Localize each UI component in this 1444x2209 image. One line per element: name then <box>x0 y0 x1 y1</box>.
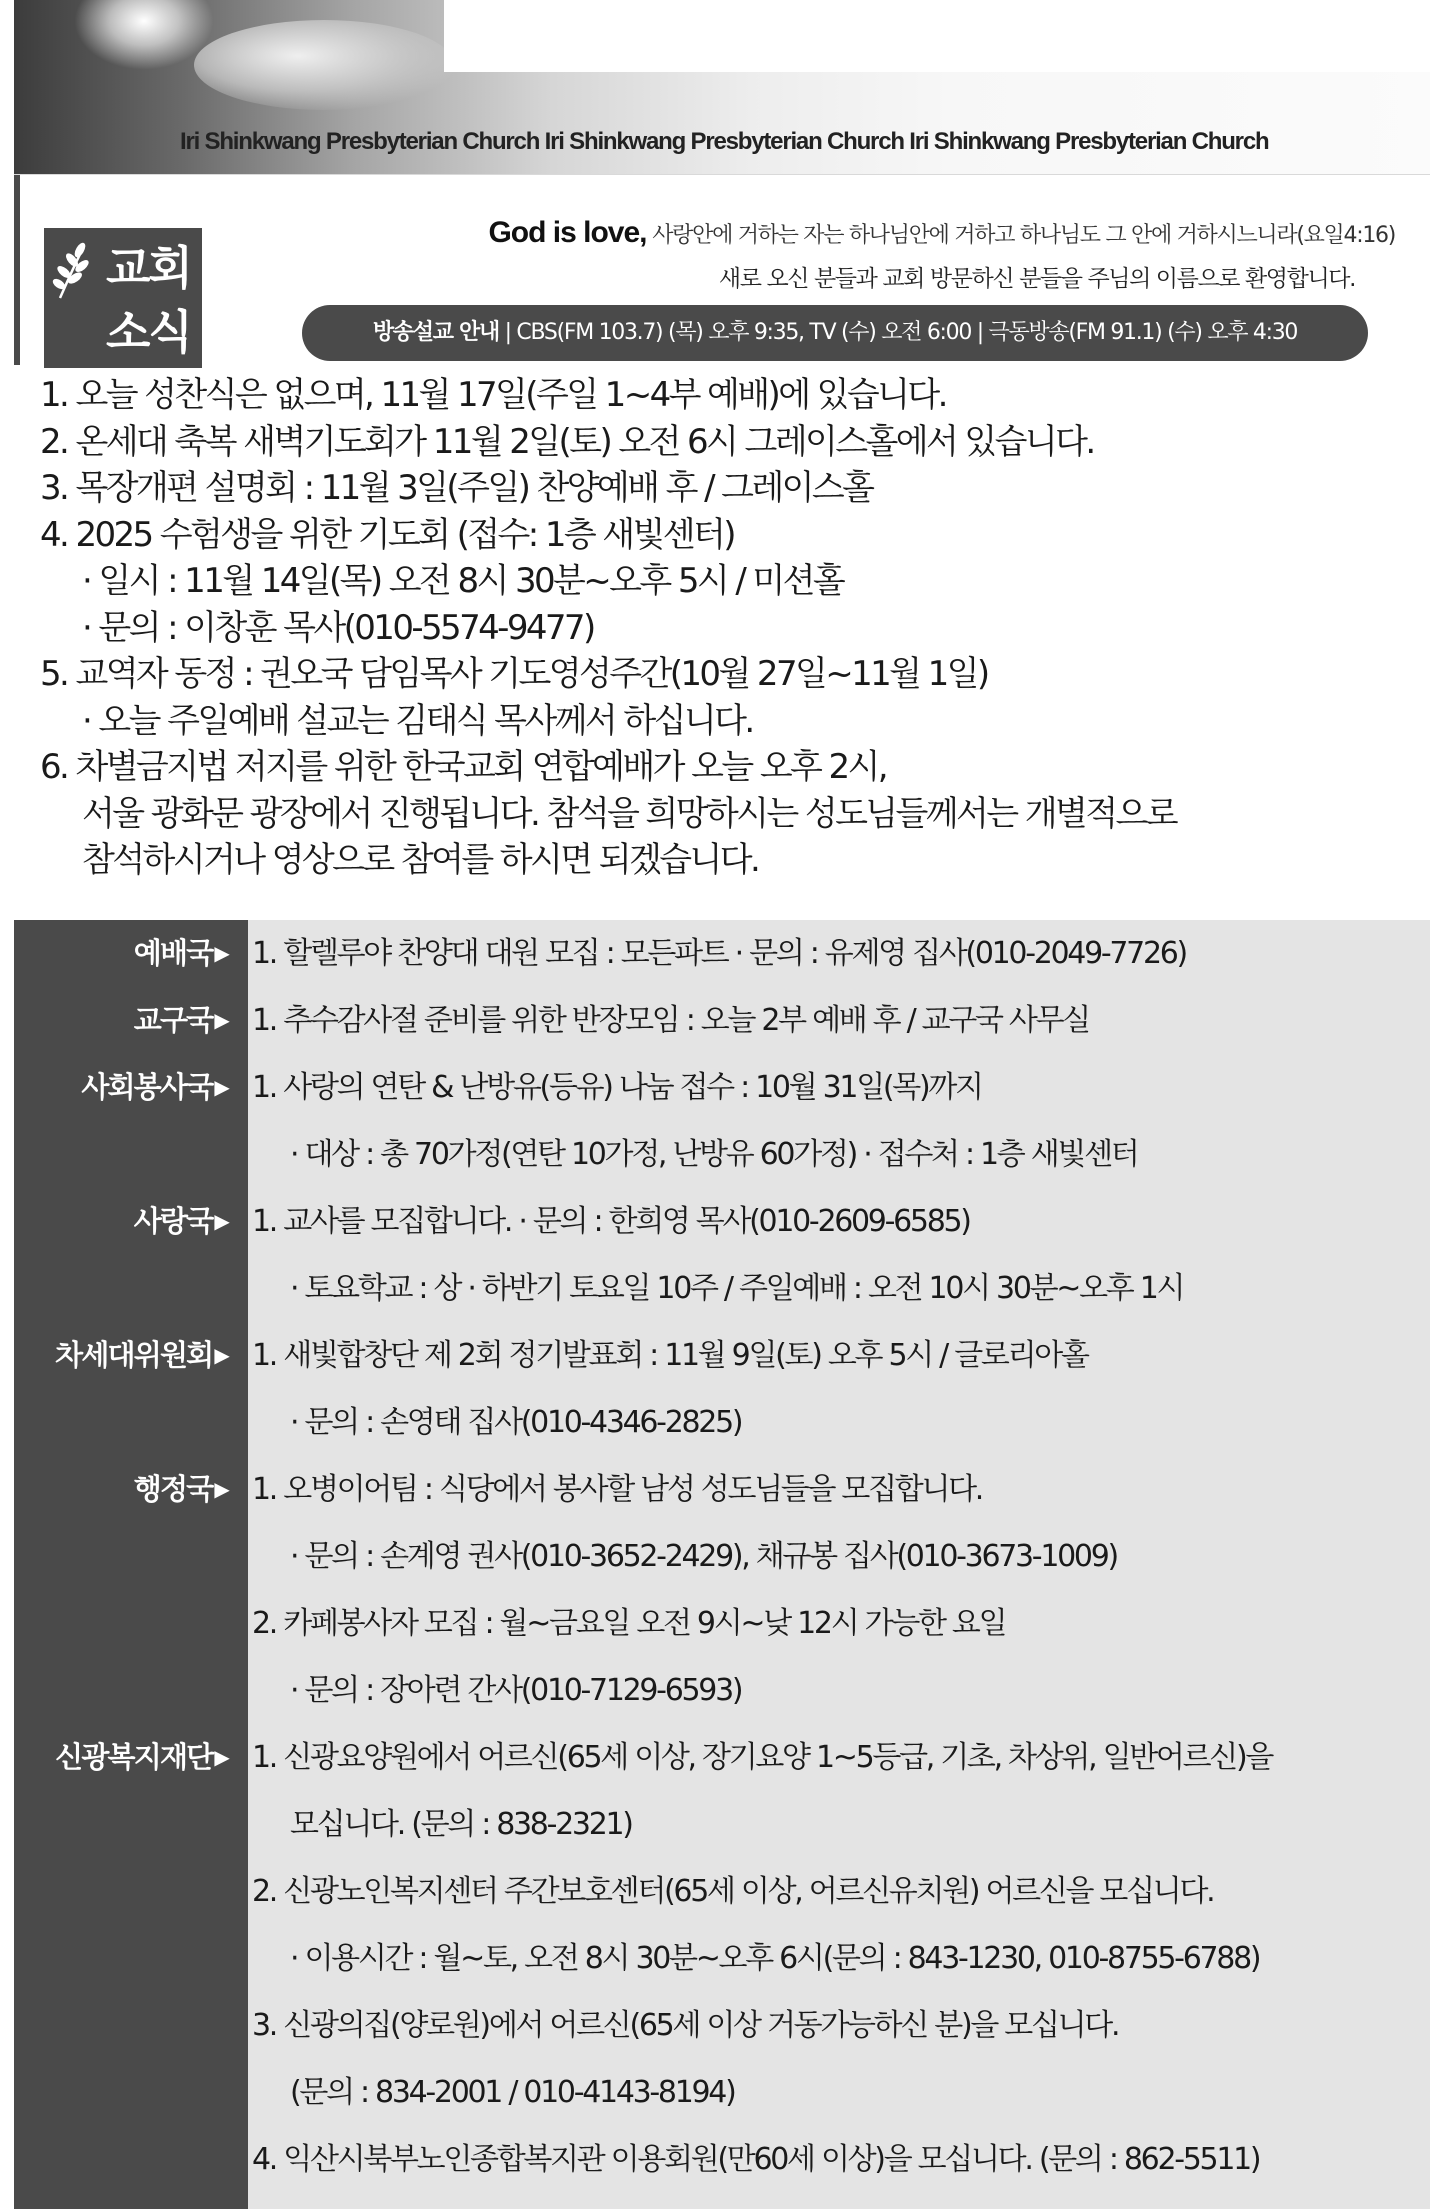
broadcast-label: 방송설교 안내 <box>372 320 499 345</box>
church-tagline: Iri Shinkwang Presbyterian Church Iri Shinkwang Presbyterian Church Iri Shinkwang Presbyterian Church <box>180 128 1269 155</box>
dept-welfare-row-4 <box>0 1925 1444 1992</box>
notice-subitem: · 문의 : 이창훈 목사(010-5574-9477) <box>82 607 594 648</box>
notice-item: 4. 2025 수험생을 위한 기도회 (접수: 1층 새빛센터) <box>40 514 734 555</box>
arrow-right-icon: ▶ <box>214 1477 228 1501</box>
dept-welfare-row-6 <box>0 2059 1444 2126</box>
dept-social-row <box>0 1054 1444 1121</box>
candle-glow <box>74 0 214 70</box>
dept-subline: · 대상 : 총 70가정(연탄 10가정, 난방유 60가정) · 접수처 : 1층 새빛센터 <box>290 1137 1138 1172</box>
left-accent-strip <box>14 175 20 365</box>
dept-nextgen-row <box>0 1322 1444 1389</box>
dept-continuation: (문의 : 834-2001 / 010-4143-8194) <box>290 2075 735 2110</box>
notice-subitem: · 오늘 주일예배 설교는 김태식 목사께서 하십니다. <box>82 700 753 741</box>
banner-top-area <box>444 0 1430 72</box>
notice-item: 1. 오늘 성찬식은 없으며, 11월 17일(주일 1~4부 예배)에 있습니다. <box>40 375 946 415</box>
dept-welfare-row-7 <box>0 2126 1444 2193</box>
dept-line: 1. 신광요양원에서 어르신(65세 이상, 장기요양 1~5등급, 기초, 차상위, 일반어르신)을 <box>252 1740 1273 1775</box>
dept-admin-row-4 <box>0 1657 1444 1724</box>
dept-welfare-row-5 <box>0 1992 1444 2059</box>
dept-label: 신광복지재단 ▶ <box>55 1740 228 1774</box>
dept-line: 1. 추수감사절 준비를 위한 반장모임 : 오늘 2부 예배 후 / 교구국 사무실 <box>252 1003 1089 1038</box>
dept-subline: · 이용시간 : 월~토, 오전 8시 30분~오후 6시(문의 : 843-1230, 010-8755-6788) <box>290 1941 1260 1976</box>
dept-love-row-2 <box>0 1255 1444 1322</box>
main-notices <box>40 372 1440 884</box>
arrow-right-icon: ▶ <box>214 1343 228 1367</box>
notice-continuation: 서울 광화문 광장에서 진행됩니다. 참석을 희망하시는 성도님들께서는 개별적으로 <box>82 793 1176 834</box>
god-is-love: God is love, <box>488 216 647 249</box>
dept-parish-row <box>0 987 1444 1054</box>
dept-worship-row <box>0 920 1444 987</box>
dept-line: 1. 사랑의 연탄 & 난방유(등유) 나눔 접수 : 10월 31일(목)까지 <box>252 1070 982 1105</box>
dept-continuation: 모십니다. (문의 : 838-2321) <box>290 1807 632 1842</box>
dept-subline: · 토요학교 : 상 · 하반기 토요일 10주 / 주일예배 : 오전 10시 30분~오후 1시 <box>290 1271 1184 1306</box>
dept-admin-row-2 <box>0 1523 1444 1590</box>
welcome-text: 새로 오신 분들과 교회 방문하신 분들을 주님의 이름으로 환영합니다. <box>718 266 1355 292</box>
arrow-right-icon: ▶ <box>214 1745 228 1769</box>
arrow-right-icon: ▶ <box>214 1075 228 1099</box>
notice-item: 6. 차별금지법 저지를 위한 한국교회 연합예배가 오늘 오후 2시, <box>40 747 886 787</box>
dept-line: 1. 새빛합창단 제 2회 정기발표회 : 11월 9일(토) 오후 5시 / 글로리아홀 <box>252 1338 1088 1373</box>
dept-welfare-row-2 <box>0 1791 1444 1858</box>
dept-line: 2. 신광노인복지센터 주간보호센터(65세 이상, 어르신유치원) 어르신을 모십니다. <box>252 1874 1214 1909</box>
banner-light <box>194 20 454 110</box>
dept-label: 차세대위원회 ▶ <box>55 1338 228 1372</box>
arrow-right-icon: ▶ <box>214 941 228 965</box>
verse-text: 사랑안에 거하는 자는 하나님안에 거하고 하나님도 그 안에 거하시느니라(요일4:16) <box>646 223 1395 248</box>
dept-subline: · 문의 : 손계영 권사(010-3652-2429), 채규봉 집사(010-3673-1009) <box>290 1539 1117 1574</box>
dept-subline: · 문의 : 손영태 집사(010-4346-2825) <box>290 1405 742 1440</box>
badge-line2: 소식 <box>106 305 191 359</box>
notice-subitem: · 일시 : 11월 14일(목) 오전 8시 30분~오후 5시 / 미션홀 <box>82 561 844 601</box>
dept-love-row <box>0 1188 1444 1255</box>
dept-nextgen-row-2 <box>0 1389 1444 1456</box>
dept-social-row-2 <box>0 1121 1444 1188</box>
notice-item: 2. 온세대 축복 새벽기도회가 11월 2일(토) 오전 6시 그레이스홀에서 있습니다. <box>40 421 1094 462</box>
notice-continuation: 참석하시거나 영상으로 참여를 하시면 되겠습니다. <box>82 840 759 880</box>
olive-branch-icon <box>50 240 98 300</box>
dept-admin-row-3 <box>0 1590 1444 1657</box>
arrow-right-icon: ▶ <box>214 1209 228 1233</box>
dept-line: 1. 할렐루야 찬양대 대원 모집 : 모든파트 · 문의 : 유제영 집사(010-2049-7726) <box>252 936 1186 971</box>
dept-label: 예배국 ▶ <box>133 936 228 970</box>
bible-verse <box>300 216 1395 250</box>
badge-line1: 교회 <box>106 241 191 295</box>
dept-line: 1. 오병이어팀 : 식당에서 봉사할 남성 성도님들을 모집합니다. <box>252 1472 983 1507</box>
broadcast-info-bar <box>302 305 1368 361</box>
dept-admin-row <box>0 1456 1444 1523</box>
notice-item: 3. 목장개편 설명회 : 11월 3일(주일) 찬양예배 후 / 그레이스홀 <box>40 468 873 508</box>
dept-line: 3. 신광의집(양로원)에서 어르신(65세 이상 거동가능하신 분)을 모십니다. <box>252 2008 1119 2043</box>
church-news-badge <box>44 228 202 368</box>
dept-label: 행정국 ▶ <box>133 1472 228 1506</box>
dept-label: 교구국 ▶ <box>133 1003 228 1037</box>
dept-line: 1. 교사를 모집합니다. · 문의 : 한희영 목사(010-2609-6585) <box>252 1204 970 1239</box>
dept-welfare-row <box>0 1724 1444 1791</box>
dept-welfare-row-3 <box>0 1858 1444 1925</box>
arrow-right-icon: ▶ <box>214 1008 228 1032</box>
notice-item: 5. 교역자 동정 : 권오국 담임목사 기도영성주간(10월 27일~11월 1일) <box>40 654 988 694</box>
dept-line: 4. 익산시북부노인종합복지관 이용회원(만60세 이상)을 모십니다. (문의 : 862-5511) <box>252 2142 1260 2177</box>
dept-label: 사랑국 ▶ <box>133 1204 228 1238</box>
dept-line: 2. 카페봉사자 모집 : 월~금요일 오전 9시~낮 12시 가능한 요일 <box>252 1606 1006 1641</box>
dept-subline: · 문의 : 장아련 간사(010-7129-6593) <box>290 1673 742 1708</box>
dept-label: 사회봉사국 ▶ <box>81 1070 228 1104</box>
banner-divider <box>14 174 1430 175</box>
broadcast-text: | CBS(FM 103.7) (목) 오후 9:35, TV (수) 오전 6:00 | 극동방송(FM 91.1) (수) 오후 4:30 <box>498 320 1298 345</box>
